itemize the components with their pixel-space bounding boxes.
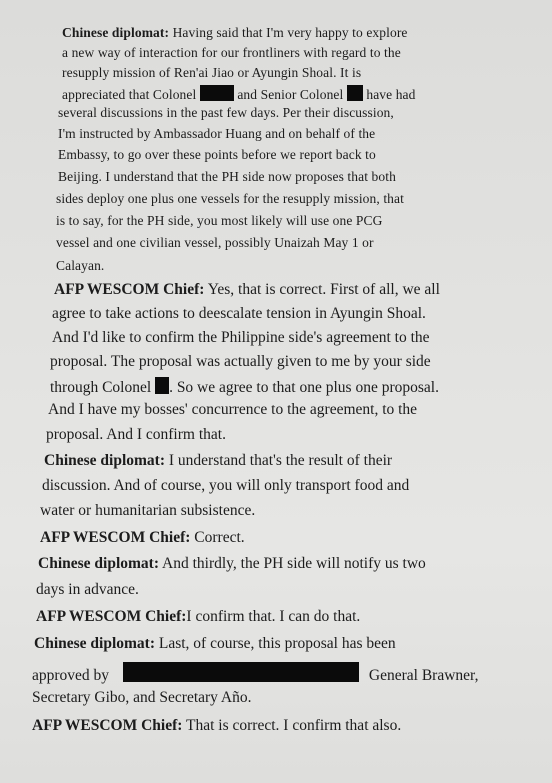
transcript-line: days in advance.	[36, 581, 139, 598]
speaker-label: Chinese diplomat:	[44, 452, 165, 469]
utterance-text: have had	[366, 87, 416, 102]
utterance-text: General Brawner,	[368, 667, 479, 684]
transcript-line	[62, 85, 416, 103]
transcript-line	[32, 662, 478, 685]
speaker-label: Chinese diplomat:	[38, 555, 159, 572]
transcript-line: sides deploy one plus one vessels for the resupply mission, that	[56, 191, 404, 206]
utterance-text: That is correct. I confirm that also.	[186, 717, 402, 734]
utterance-text: . So we agree to that one plus one proposal.	[169, 379, 439, 396]
transcript-line	[54, 281, 440, 299]
transcript-line	[40, 529, 245, 547]
utterance-text: And thirdly, the PH side will notify us two	[162, 555, 426, 572]
transcript-line: Embassy, to go over these points before we report back to	[58, 147, 376, 162]
transcript-line	[50, 377, 439, 397]
transcript-line: Beijing. I understand that the PH side now proposes that both	[58, 169, 396, 184]
speaker-label: Chinese diplomat:	[62, 25, 170, 40]
transcript-line	[44, 452, 392, 470]
utterance-text: Last, of course, this proposal has been	[158, 635, 396, 652]
utterance-text: Yes, that is correct. First of all, we all	[207, 281, 440, 298]
speaker-label: AFP WESCOM Chief:	[36, 608, 187, 625]
transcript-line: And I'd like to confirm the Philippine side's agreement to the	[52, 329, 430, 346]
speaker-label: Chinese diplomat:	[34, 635, 155, 652]
utterance-text: Having said that I'm very happy to explore	[172, 25, 408, 40]
redaction-block	[200, 85, 234, 101]
utterance-text: approved by	[32, 667, 110, 684]
transcript-line: I'm instructed by Ambassador Huang and on behalf of the	[58, 126, 376, 141]
redaction-block	[155, 377, 169, 394]
transcript-line: Secretary Gibo, and Secretary Año.	[32, 689, 252, 706]
transcript-line	[34, 635, 396, 653]
utterance-text: appreciated that Colonel	[62, 87, 197, 102]
speaker-label: AFP WESCOM Chief:	[32, 717, 183, 734]
utterance-text: through Colonel	[50, 379, 152, 396]
utterance-text: Correct.	[194, 529, 245, 546]
transcript-line	[36, 608, 360, 626]
transcript-line	[38, 555, 426, 573]
transcript-line: water or humanitarian subsistence.	[40, 502, 256, 519]
utterance-text: I understand that's the result of their	[168, 452, 393, 469]
transcript-line: Calayan.	[56, 258, 105, 273]
transcript-line: several discussions in the past few days. Per their discussion,	[58, 105, 394, 120]
utterance-text: and Senior Colonel	[237, 87, 344, 102]
transcript-line: discussion. And of course, you will only transport food and	[42, 477, 410, 494]
utterance-text: I confirm that. I can do that.	[186, 608, 361, 625]
transcript-line: resupply mission of Ren'ai Jiao or Ayungin Shoal. It is	[62, 65, 362, 80]
transcript-line	[62, 25, 408, 41]
transcript-line: vessel and one civilian vessel, possibly Unaizah May 1 or	[56, 235, 374, 250]
transcript-line: proposal. And I confirm that.	[46, 426, 226, 443]
redaction-block	[347, 85, 363, 101]
transcript-line	[32, 717, 401, 735]
transcript-line: agree to take actions to deescalate tension in Ayungin Shoal.	[52, 305, 426, 322]
speaker-label: AFP WESCOM Chief:	[40, 529, 191, 546]
transcript-line: is to say, for the PH side, you most likely will use one PCG	[56, 213, 383, 228]
transcript-line: a new way of interaction for our frontliners with regard to the	[62, 45, 401, 60]
transcript-line: And I have my bosses' concurrence to the agreement, to the	[48, 401, 418, 418]
transcript-line: proposal. The proposal was actually given to me by your side	[50, 353, 431, 370]
speaker-label: AFP WESCOM Chief:	[54, 281, 205, 298]
redaction-block	[123, 662, 359, 682]
